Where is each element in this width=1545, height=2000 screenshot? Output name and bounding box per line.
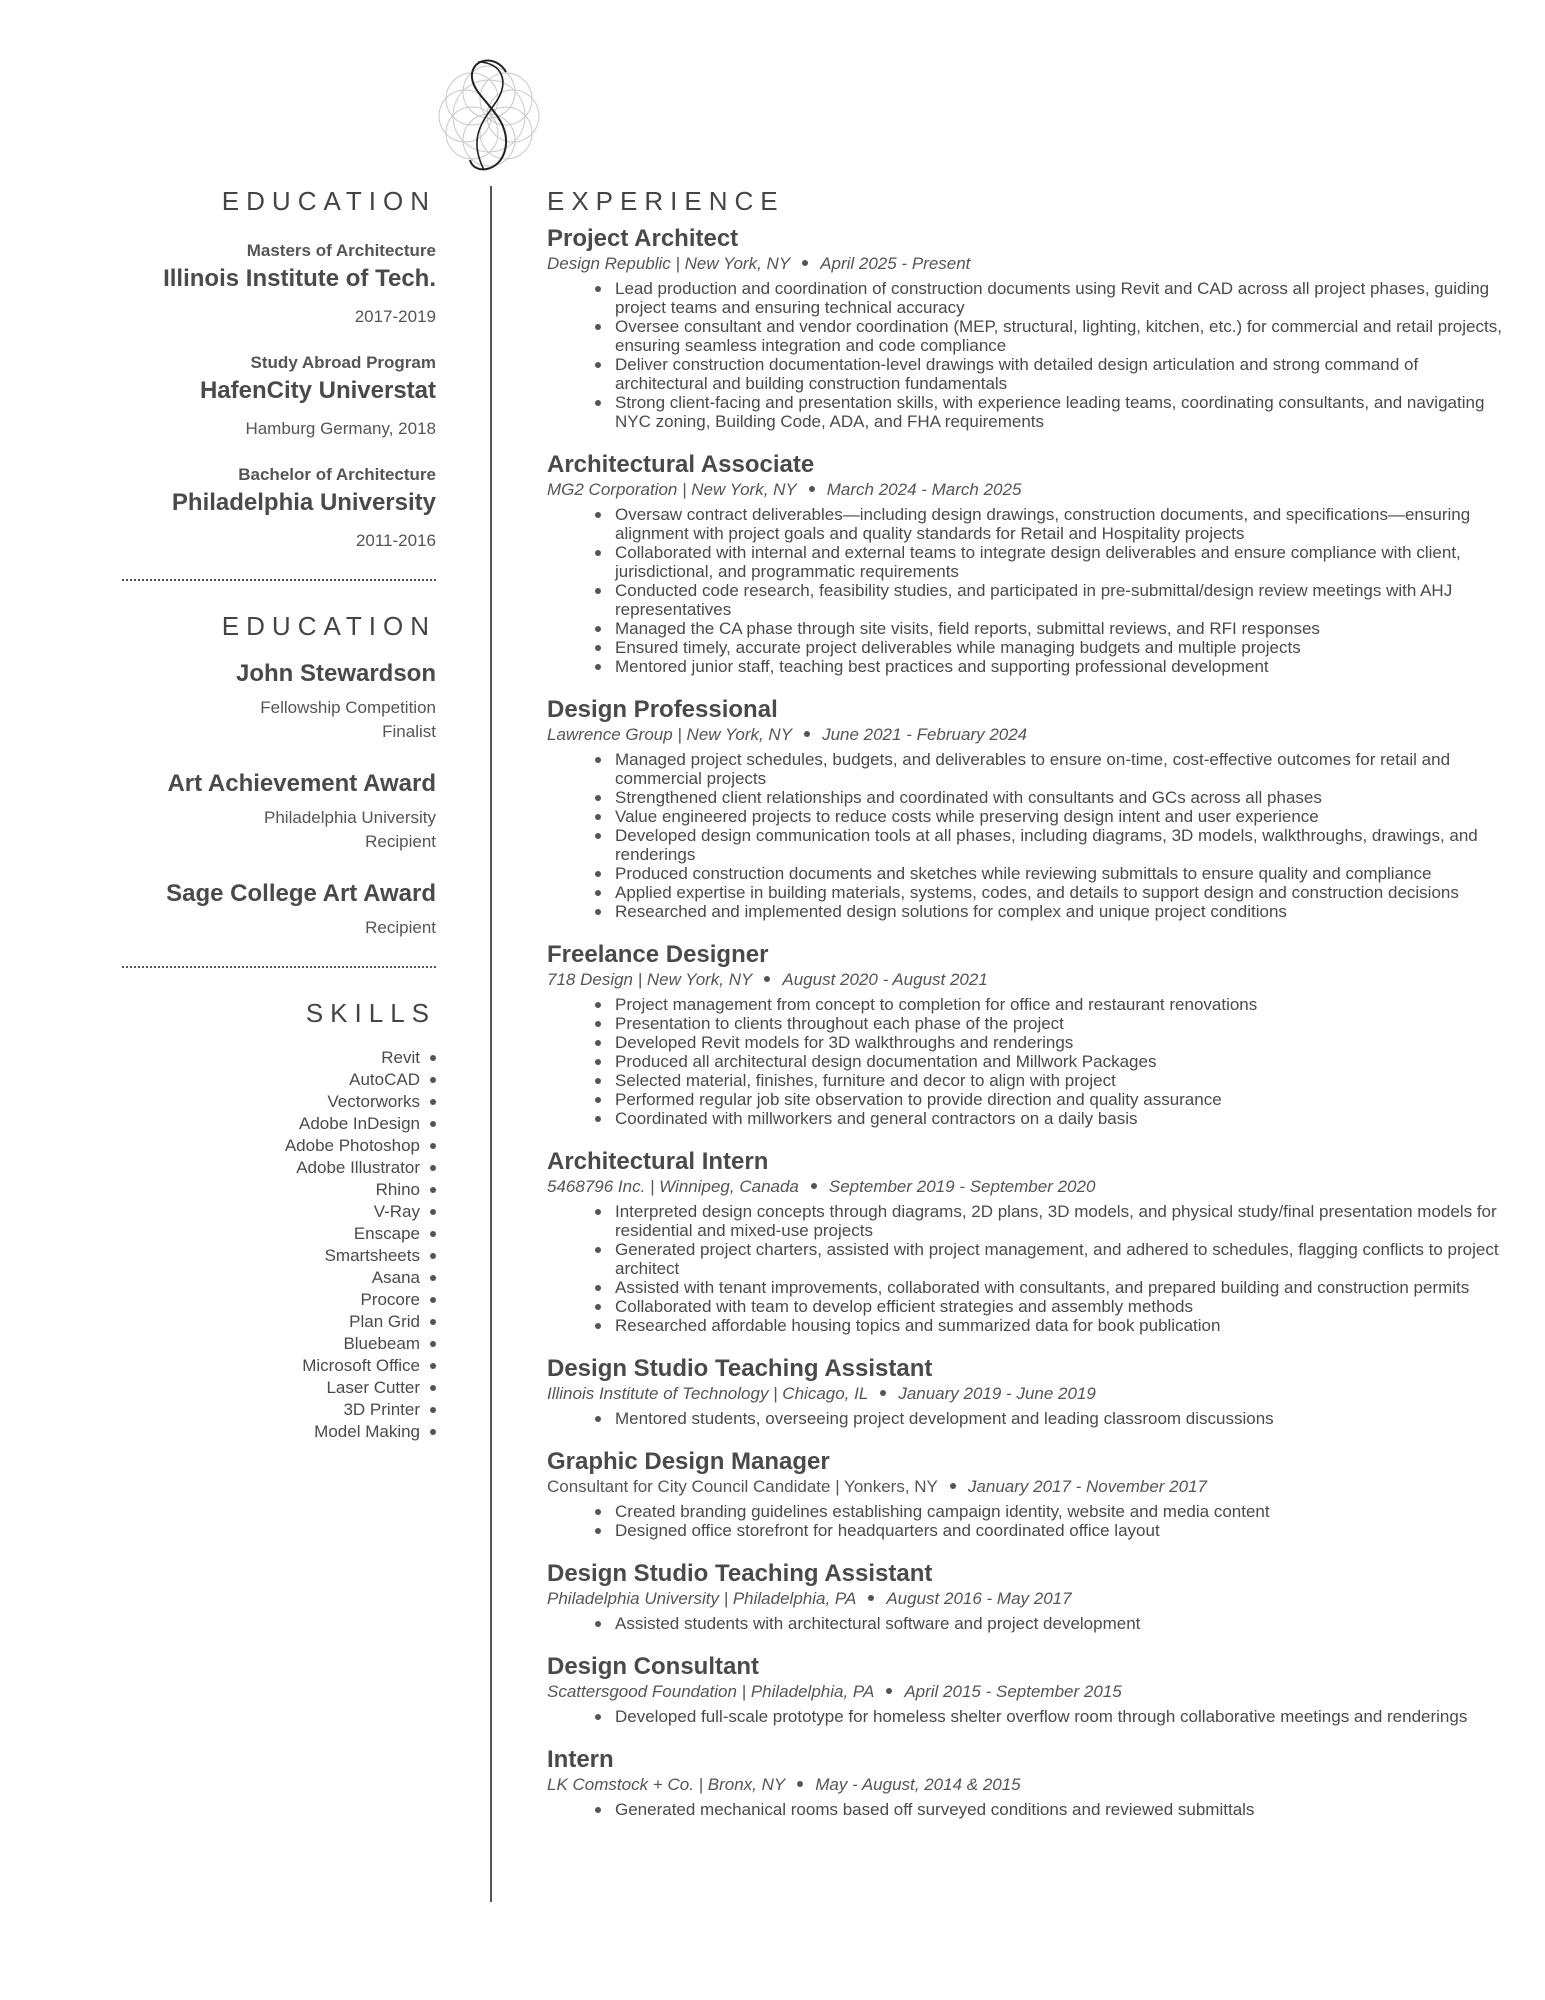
bullet-item: Assisted with tenant improvements, collaborated with consultants, and prepared building and construction permits	[615, 1278, 1507, 1297]
bullet-item: Applied expertise in building materials, systems, codes, and details to support design and construction decisions	[615, 883, 1507, 902]
education-item	[110, 353, 436, 439]
job-dates: August 2020 - August 2021	[782, 970, 988, 989]
bullet-item: Value engineered projects to reduce costs while preserving design intent and user experience	[615, 807, 1507, 826]
bullet-item: Created branding guidelines establishing campaign identity, website and media content	[615, 1502, 1507, 1521]
separator-dot	[950, 1483, 956, 1489]
dotted-divider	[122, 579, 436, 581]
bullet-item: Project management from concept to completion for office and restaurant renovations	[615, 995, 1507, 1014]
job-meta	[547, 253, 1507, 275]
separator-dot	[804, 731, 810, 737]
job-entry	[547, 225, 1507, 431]
bullet-item: Mentored junior staff, teaching best practices and supporting professional development	[615, 657, 1507, 676]
award-name: Sage College Art Award	[166, 880, 436, 907]
bullet-item: Generated mechanical rooms based off surveyed conditions and reviewed submittals	[615, 1800, 1507, 1819]
school: HafenCity Universtat	[199, 377, 436, 404]
bullet-item: Performed regular job site observation to provide direction and quality assurance	[615, 1090, 1507, 1109]
job-entry	[547, 1560, 1507, 1633]
bullet-item: Collaborated with internal and external teams to integrate design deliverables and ensure compliance with client, jurisdictional, and programmatic requirements	[615, 543, 1507, 581]
skill-item: 3D Printer	[110, 1399, 436, 1421]
skill-item: Model Making	[110, 1421, 436, 1443]
skill-item: Procore	[110, 1289, 436, 1311]
skills-list	[110, 1047, 436, 1443]
bullet-item: Assisted students with architectural software and project development	[615, 1614, 1507, 1633]
job-company: MG2 Corporation | New York, NY	[547, 480, 797, 499]
bullet-item: Strong client-facing and presentation skills, with experience leading teams, coordinating consultants, and navigating NYC zoning, Building Code, ADA, and FHA requirements	[615, 393, 1507, 431]
separator-dot	[868, 1595, 874, 1601]
job-dates: April 2025 - Present	[820, 254, 971, 273]
job-company: Philadelphia University | Philadelphia, PA	[547, 1589, 857, 1608]
award-item	[110, 880, 436, 938]
award-item	[110, 660, 436, 742]
left-column	[110, 186, 436, 1459]
bullet-item: Researched affordable housing topics and summarized data for book publication	[615, 1316, 1507, 1335]
job-title: Design Consultant	[547, 1653, 760, 1680]
job-company: Design Republic | New York, NY	[547, 254, 791, 273]
job-dates: January 2019 - June 2019	[898, 1384, 1096, 1403]
bullet-item: Managed project schedules, budgets, and deliverables to ensure on-time, cost-effective outcomes for retail and commercial projects	[615, 750, 1507, 788]
degree: Bachelor of Architecture	[238, 465, 436, 484]
job-meta	[547, 1383, 1507, 1405]
skill-item: Smartsheets	[110, 1245, 436, 1267]
skill-item: Laser Cutter	[110, 1377, 436, 1399]
skill-item: Asana	[110, 1267, 436, 1289]
education-item	[110, 465, 436, 551]
skill-item: Adobe InDesign	[110, 1113, 436, 1135]
job-dates: March 2024 - March 2025	[826, 480, 1022, 499]
years: 2017-2019	[354, 307, 436, 326]
skill-item: Rhino	[110, 1179, 436, 1201]
skills-heading: SKILLS	[305, 998, 436, 1028]
job-dates: August 2016 - May 2017	[886, 1589, 1072, 1608]
skill-item: Revit	[110, 1047, 436, 1069]
bullet-item: Designed office storefront for headquarters and coordinated office layout	[615, 1521, 1507, 1540]
job-meta	[547, 724, 1507, 746]
skill-item: Enscape	[110, 1223, 436, 1245]
job-meta	[547, 1476, 1507, 1498]
job-entry	[547, 1148, 1507, 1335]
job-meta	[547, 1774, 1507, 1796]
skill-item: Plan Grid	[110, 1311, 436, 1333]
experience-heading: EXPERIENCE	[547, 186, 785, 216]
bullet-item: Interpreted design concepts through diagrams, 2D plans, 3D models, and physical study/final presentation models for residential and mixed-use projects	[615, 1202, 1507, 1240]
job-company: 718 Design | New York, NY	[547, 970, 753, 989]
bullet-item: Researched and implemented design solutions for complex and unique project conditions	[615, 902, 1507, 921]
job-dates: September 2019 - September 2020	[828, 1177, 1096, 1196]
job-bullets	[615, 1202, 1507, 1335]
skill-item: Adobe Photoshop	[110, 1135, 436, 1157]
job-bullets	[615, 1409, 1507, 1428]
job-bullets	[615, 1502, 1507, 1540]
education-list	[110, 241, 436, 551]
award-detail: Fellowship Competition	[260, 698, 436, 717]
years: 2011-2016	[355, 531, 436, 550]
bullet-item: Generated project charters, assisted with project management, and adhered to schedules, flagging conflicts to project architect	[615, 1240, 1507, 1278]
bullet-item: Produced all architectural design documentation and Millwork Packages	[615, 1052, 1507, 1071]
separator-dot	[764, 976, 770, 982]
job-bullets	[615, 505, 1507, 676]
job-meta	[547, 1681, 1507, 1703]
job-bullets	[615, 279, 1507, 431]
job-meta	[547, 1176, 1507, 1198]
job-company: Consultant for City Council Candidate | Yonkers, NY	[547, 1477, 938, 1496]
job-dates: April 2015 - September 2015	[904, 1682, 1122, 1701]
years: Hamburg Germany, 2018	[245, 419, 436, 438]
job-entry	[547, 696, 1507, 921]
job-title: Design Studio Teaching Assistant	[547, 1355, 933, 1382]
job-title: Architectural Intern	[547, 1148, 769, 1175]
separator-dot	[886, 1688, 892, 1694]
skill-item: Adobe Illustrator	[110, 1157, 436, 1179]
skill-item: AutoCAD	[110, 1069, 436, 1091]
separator-dot	[809, 486, 815, 492]
skill-item: Bluebeam	[110, 1333, 436, 1355]
job-entry	[547, 1653, 1507, 1726]
experience-list	[547, 225, 1507, 1819]
job-dates: May - August, 2014 & 2015	[815, 1775, 1021, 1794]
degree: Study Abroad Program	[250, 353, 436, 372]
bullet-item: Developed full-scale prototype for homeless shelter overflow room through collaborative meetings and renderings	[615, 1707, 1507, 1726]
job-title: Architectural Associate	[547, 451, 815, 478]
vertical-divider	[490, 186, 492, 1902]
bullet-item: Lead production and coordination of construction documents using Revit and CAD across all project phases, guiding project teams and ensuring technical accuracy	[615, 279, 1507, 317]
job-meta	[547, 969, 1507, 991]
bullet-item: Oversaw contract deliverables—including design drawings, construction documents, and specifications—ensuring alignment with project goals and quality standards for Retail and Hospitality projects	[615, 505, 1507, 543]
bullet-item: Produced construction documents and sketches while reviewing submittals to ensure quality and compliance	[615, 864, 1507, 883]
school: Illinois Institute of Tech.	[163, 265, 436, 292]
separator-dot	[802, 260, 808, 266]
education-heading: EDUCATION	[221, 186, 436, 216]
separator-dot	[797, 1781, 803, 1787]
skill-item: Vectorworks	[110, 1091, 436, 1113]
award-name: John Stewardson	[235, 660, 436, 687]
degree: Masters of Architecture	[246, 241, 436, 260]
awards-heading: EDUCATION	[221, 611, 436, 641]
job-bullets	[615, 1707, 1507, 1726]
job-dates: June 2021 - February 2024	[822, 725, 1028, 744]
bullet-item: Selected material, finishes, furniture and decor to align with project	[615, 1071, 1507, 1090]
bullet-item: Mentored students, overseeing project development and leading classroom discussions	[615, 1409, 1507, 1428]
education-item	[110, 241, 436, 327]
job-meta	[547, 1588, 1507, 1610]
job-company: Scattersgood Foundation | Philadelphia, PA	[547, 1682, 875, 1701]
skill-item: Microsoft Office	[110, 1355, 436, 1377]
bullet-item: Presentation to clients throughout each phase of the project	[615, 1014, 1507, 1033]
monogram-logo	[418, 52, 560, 180]
bullet-item: Collaborated with team to develop efficient strategies and assembly methods	[615, 1297, 1507, 1316]
award-detail: Philadelphia University	[264, 808, 436, 827]
separator-dot	[880, 1390, 886, 1396]
bullet-item: Managed the CA phase through site visits, field reports, submittal reviews, and RFI responses	[615, 619, 1507, 638]
job-entry	[547, 941, 1507, 1128]
bullet-item: Developed design communication tools at all phases, including diagrams, 3D models, walkthroughs, drawings, and renderings	[615, 826, 1507, 864]
job-entry	[547, 1448, 1507, 1540]
job-entry	[547, 451, 1507, 676]
bullet-item: Conducted code research, feasibility studies, and participated in pre-submittal/design review meetings with AHJ representatives	[615, 581, 1507, 619]
award-status: Recipient	[365, 918, 436, 937]
bullet-item: Ensured timely, accurate project deliverables while managing budgets and multiple projects	[615, 638, 1507, 657]
awards-list	[110, 660, 436, 938]
job-company: 5468796 Inc. | Winnipeg, Canada	[547, 1177, 799, 1196]
job-meta	[547, 479, 1507, 501]
bullet-item: Deliver construction documentation-level drawings with detailed design articulation and strong command of architectural and building construction fundamentals	[615, 355, 1507, 393]
job-entry	[547, 1746, 1507, 1819]
bullet-item: Strengthened client relationships and coordinated with consultants and GCs across all phases	[615, 788, 1507, 807]
job-title: Freelance Designer	[547, 941, 769, 968]
job-bullets	[615, 750, 1507, 921]
job-bullets	[615, 995, 1507, 1128]
job-title: Project Architect	[547, 225, 739, 252]
job-company: LK Comstock + Co. | Bronx, NY	[547, 1775, 786, 1794]
job-bullets	[615, 1614, 1507, 1633]
bullet-item: Coordinated with millworkers and general contractors on a daily basis	[615, 1109, 1507, 1128]
award-status: Finalist	[382, 722, 436, 741]
bullet-item: Oversee consultant and vendor coordination (MEP, structural, lighting, kitchen, etc.) for commercial and retail projects, ensuring seamless integration and code compliance	[615, 317, 1507, 355]
job-title: Graphic Design Manager	[547, 1448, 830, 1475]
award-name: Art Achievement Award	[167, 770, 436, 797]
job-company: Illinois Institute of Technology | Chicago, IL	[547, 1384, 869, 1403]
award-item	[110, 770, 436, 852]
right-column	[547, 186, 1507, 1819]
dotted-divider	[122, 966, 436, 968]
bullet-item: Developed Revit models for 3D walkthroughs and renderings	[615, 1033, 1507, 1052]
award-status: Recipient	[365, 832, 436, 851]
job-entry	[547, 1355, 1507, 1428]
job-title: Design Studio Teaching Assistant	[547, 1560, 933, 1587]
job-bullets	[615, 1800, 1507, 1819]
job-dates: January 2017 - November 2017	[967, 1477, 1207, 1496]
school: Philadelphia University	[171, 489, 436, 516]
separator-dot	[811, 1183, 817, 1189]
job-title: Design Professional	[547, 696, 778, 723]
skill-item: V-Ray	[110, 1201, 436, 1223]
job-title: Intern	[547, 1746, 614, 1773]
job-company: Lawrence Group | New York, NY	[547, 725, 793, 744]
